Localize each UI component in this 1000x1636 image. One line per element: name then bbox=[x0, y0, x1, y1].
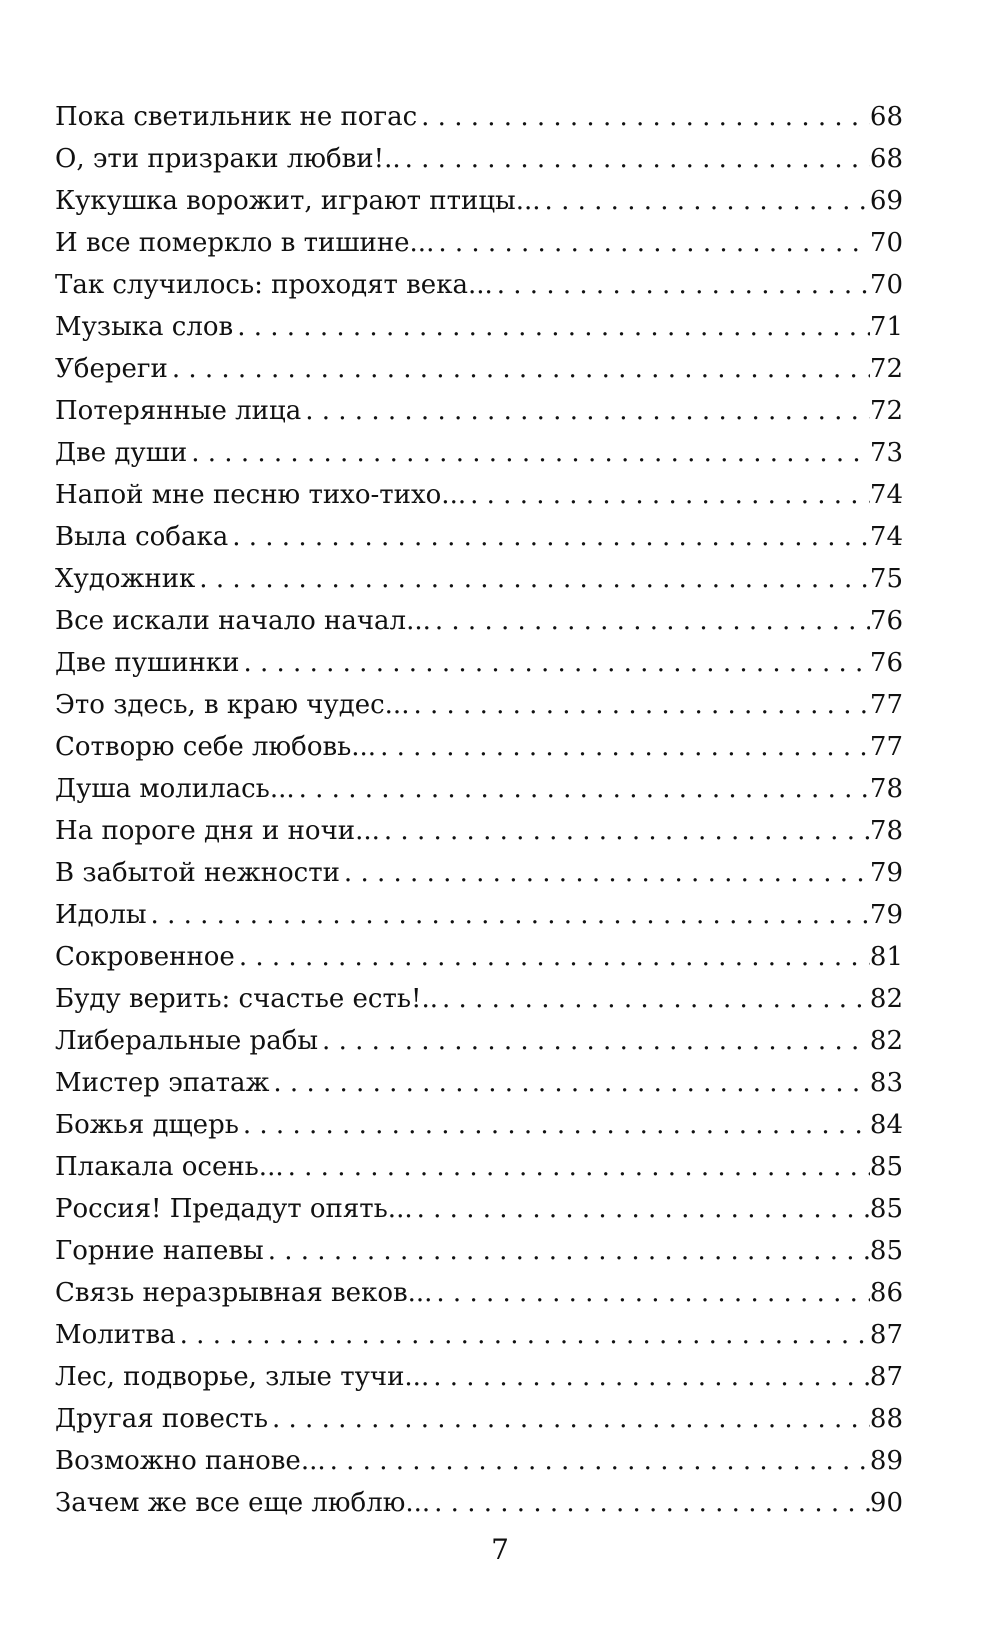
dot-leader bbox=[438, 978, 870, 1020]
toc-entry-page: 76 bbox=[869, 606, 903, 636]
page-number: 7 bbox=[491, 1533, 509, 1566]
toc-entry bbox=[55, 348, 903, 390]
dot-leader bbox=[295, 768, 870, 810]
dot-leader bbox=[417, 96, 870, 138]
dot-leader bbox=[493, 264, 870, 306]
dot-leader bbox=[434, 222, 870, 264]
dot-leader bbox=[233, 306, 870, 348]
dot-leader bbox=[466, 474, 870, 516]
toc-entry-page: 82 bbox=[869, 984, 903, 1014]
toc-entry-page: 74 bbox=[869, 522, 903, 552]
toc-entry bbox=[55, 1020, 903, 1062]
toc-entry-page: 74 bbox=[869, 480, 903, 510]
toc-entry-title: Лес, подворье, злые тучи... bbox=[55, 1362, 430, 1392]
toc-entry-title: Другая повесть bbox=[55, 1404, 268, 1434]
toc-entry-page: 87 bbox=[869, 1362, 903, 1392]
toc-entry-title: Музыка слов bbox=[55, 312, 234, 342]
dot-leader bbox=[301, 390, 870, 432]
dot-leader bbox=[239, 1104, 870, 1146]
toc-entry-page: 83 bbox=[869, 1068, 903, 1098]
toc-entry bbox=[55, 768, 903, 810]
toc-entry-page: 89 bbox=[869, 1446, 903, 1476]
toc-entry-title: Все искали начало начал... bbox=[55, 606, 431, 636]
toc-entry-page: 79 bbox=[869, 858, 903, 888]
toc-entry-page: 90 bbox=[869, 1488, 903, 1518]
toc-entry bbox=[55, 684, 903, 726]
toc-entry-page: 76 bbox=[869, 648, 903, 678]
toc-entry-title: Возможно панове... bbox=[55, 1446, 326, 1476]
toc-entry-page: 71 bbox=[869, 312, 903, 342]
dot-leader bbox=[326, 1440, 870, 1482]
dot-leader bbox=[168, 348, 870, 390]
toc-entry bbox=[55, 516, 903, 558]
toc-entry-title: Кукушка ворожит, играют птицы... bbox=[55, 186, 541, 216]
toc-entry bbox=[55, 1104, 903, 1146]
toc-entry-page: 70 bbox=[869, 228, 903, 258]
toc-entry bbox=[55, 1314, 903, 1356]
toc-entry-title: Это здесь, в краю чудес... bbox=[55, 690, 410, 720]
toc-entry bbox=[55, 894, 903, 936]
toc-entry bbox=[55, 1356, 903, 1398]
toc-entry bbox=[55, 558, 903, 600]
toc-entry bbox=[55, 1230, 903, 1272]
toc-entry-page: 85 bbox=[869, 1236, 903, 1266]
toc-entry-title: Две души bbox=[55, 438, 188, 468]
toc-entry bbox=[55, 222, 903, 264]
dot-leader bbox=[541, 180, 870, 222]
toc-entry-title: Зачем же все еще люблю... bbox=[55, 1488, 431, 1518]
toc-entry-page: 69 bbox=[869, 186, 903, 216]
toc-entry-title: Сокровенное bbox=[55, 942, 235, 972]
toc-entry-title: Связь неразрывная веков... bbox=[55, 1278, 433, 1308]
toc-entry-title: Россия! Предадут опять... bbox=[55, 1194, 413, 1224]
toc-entry-page: 87 bbox=[869, 1320, 903, 1350]
toc-entry bbox=[55, 390, 903, 432]
dot-leader bbox=[235, 936, 870, 978]
toc-entry-page: 85 bbox=[869, 1194, 903, 1224]
toc-entry bbox=[55, 96, 903, 138]
toc-entry-title: Сотворю себе любовь... bbox=[55, 732, 377, 762]
toc-entry bbox=[55, 138, 903, 180]
toc-entry-title: Мистер эпатаж bbox=[55, 1068, 270, 1098]
dot-leader bbox=[376, 726, 870, 768]
dot-leader bbox=[176, 1314, 870, 1356]
dot-leader bbox=[264, 1230, 870, 1272]
toc-entry-title: Божья дщерь bbox=[55, 1110, 239, 1140]
toc-entry-page: 75 bbox=[869, 564, 903, 594]
toc-entry bbox=[55, 936, 903, 978]
dot-leader bbox=[228, 516, 870, 558]
toc-entry-page: 78 bbox=[869, 816, 903, 846]
toc-entry-title: Идолы bbox=[55, 900, 147, 930]
toc-entry-page: 84 bbox=[869, 1110, 903, 1140]
toc-entry-page: 86 bbox=[869, 1278, 903, 1308]
toc-entry bbox=[55, 810, 903, 852]
dot-leader bbox=[195, 558, 870, 600]
toc-entry bbox=[55, 1482, 903, 1524]
toc-entry-title: Буду верить: счастье есть!.. bbox=[55, 984, 439, 1014]
toc-entry bbox=[55, 264, 903, 306]
toc-entry bbox=[55, 642, 903, 684]
toc-entry-title: Потерянные лица bbox=[55, 396, 302, 426]
dot-leader bbox=[432, 1272, 870, 1314]
dot-leader bbox=[431, 600, 870, 642]
toc-entry-title: Горние напевы bbox=[55, 1236, 264, 1266]
toc-entry-title: Выла собака bbox=[55, 522, 229, 552]
toc-entry-page: 73 bbox=[869, 438, 903, 468]
toc-entry-page: 72 bbox=[869, 396, 903, 426]
dot-leader bbox=[318, 1020, 870, 1062]
toc-entry bbox=[55, 306, 903, 348]
toc-entry-title: На пороге дня и ночи... bbox=[55, 816, 380, 846]
toc-entry-page: 77 bbox=[869, 690, 903, 720]
toc-entry-page: 85 bbox=[869, 1152, 903, 1182]
toc-entry bbox=[55, 1146, 903, 1188]
toc-entry-page: 68 bbox=[869, 102, 903, 132]
toc-entry-title: Молитва bbox=[55, 1320, 176, 1350]
dot-leader bbox=[187, 432, 870, 474]
dot-leader bbox=[268, 1398, 870, 1440]
toc-entry bbox=[55, 180, 903, 222]
dot-leader bbox=[380, 810, 870, 852]
toc-entry bbox=[55, 726, 903, 768]
toc-entry bbox=[55, 1272, 903, 1314]
dot-leader bbox=[409, 684, 869, 726]
toc-entry-page: 70 bbox=[869, 270, 903, 300]
toc-entry-page: 72 bbox=[869, 354, 903, 384]
toc-entry-title: Напой мне песню тихо-тихо... bbox=[55, 480, 467, 510]
toc-entry-title: О, эти призраки любви!.. bbox=[55, 144, 401, 174]
toc-entry bbox=[55, 474, 903, 516]
dot-leader bbox=[239, 642, 869, 684]
toc-entry-title: И все померкло в тишине... bbox=[55, 228, 435, 258]
dot-leader bbox=[340, 852, 870, 894]
toc-entry-title: Две пушинки bbox=[55, 648, 240, 678]
toc-entry bbox=[55, 852, 903, 894]
toc-entry-page: 78 bbox=[869, 774, 903, 804]
toc-entry bbox=[55, 1062, 903, 1104]
dot-leader bbox=[413, 1188, 870, 1230]
toc-entry-title: Душа молилась... bbox=[55, 774, 295, 804]
dot-leader bbox=[401, 138, 870, 180]
toc-entry-page: 81 bbox=[869, 942, 903, 972]
toc-entry-title: Так случилось: проходят века... bbox=[55, 270, 493, 300]
toc-entry-page: 68 bbox=[869, 144, 903, 174]
dot-leader bbox=[147, 894, 870, 936]
toc-entry-page: 77 bbox=[869, 732, 903, 762]
toc-entry-title: Художник bbox=[55, 564, 196, 594]
toc-entry-title: Плакала осень... bbox=[55, 1152, 284, 1182]
toc-entry bbox=[55, 1188, 903, 1230]
toc-entry bbox=[55, 432, 903, 474]
dot-leader bbox=[269, 1062, 870, 1104]
toc-entry-title: Пока светильник не погас bbox=[55, 102, 418, 132]
dot-leader bbox=[430, 1482, 870, 1524]
toc-entry-page: 88 bbox=[869, 1404, 903, 1434]
table-of-contents bbox=[55, 96, 903, 1524]
toc-entry bbox=[55, 1398, 903, 1440]
toc-entry bbox=[55, 600, 903, 642]
toc-entry-title: В забытой нежности bbox=[55, 858, 340, 888]
toc-entry-title: Либеральные рабы bbox=[55, 1026, 319, 1056]
toc-entry-page: 82 bbox=[869, 1026, 903, 1056]
toc-entry bbox=[55, 978, 903, 1020]
dot-leader bbox=[429, 1356, 870, 1398]
toc-entry bbox=[55, 1440, 903, 1482]
toc-entry-title: Убереги bbox=[55, 354, 168, 384]
toc-entry-page: 79 bbox=[869, 900, 903, 930]
dot-leader bbox=[284, 1146, 870, 1188]
